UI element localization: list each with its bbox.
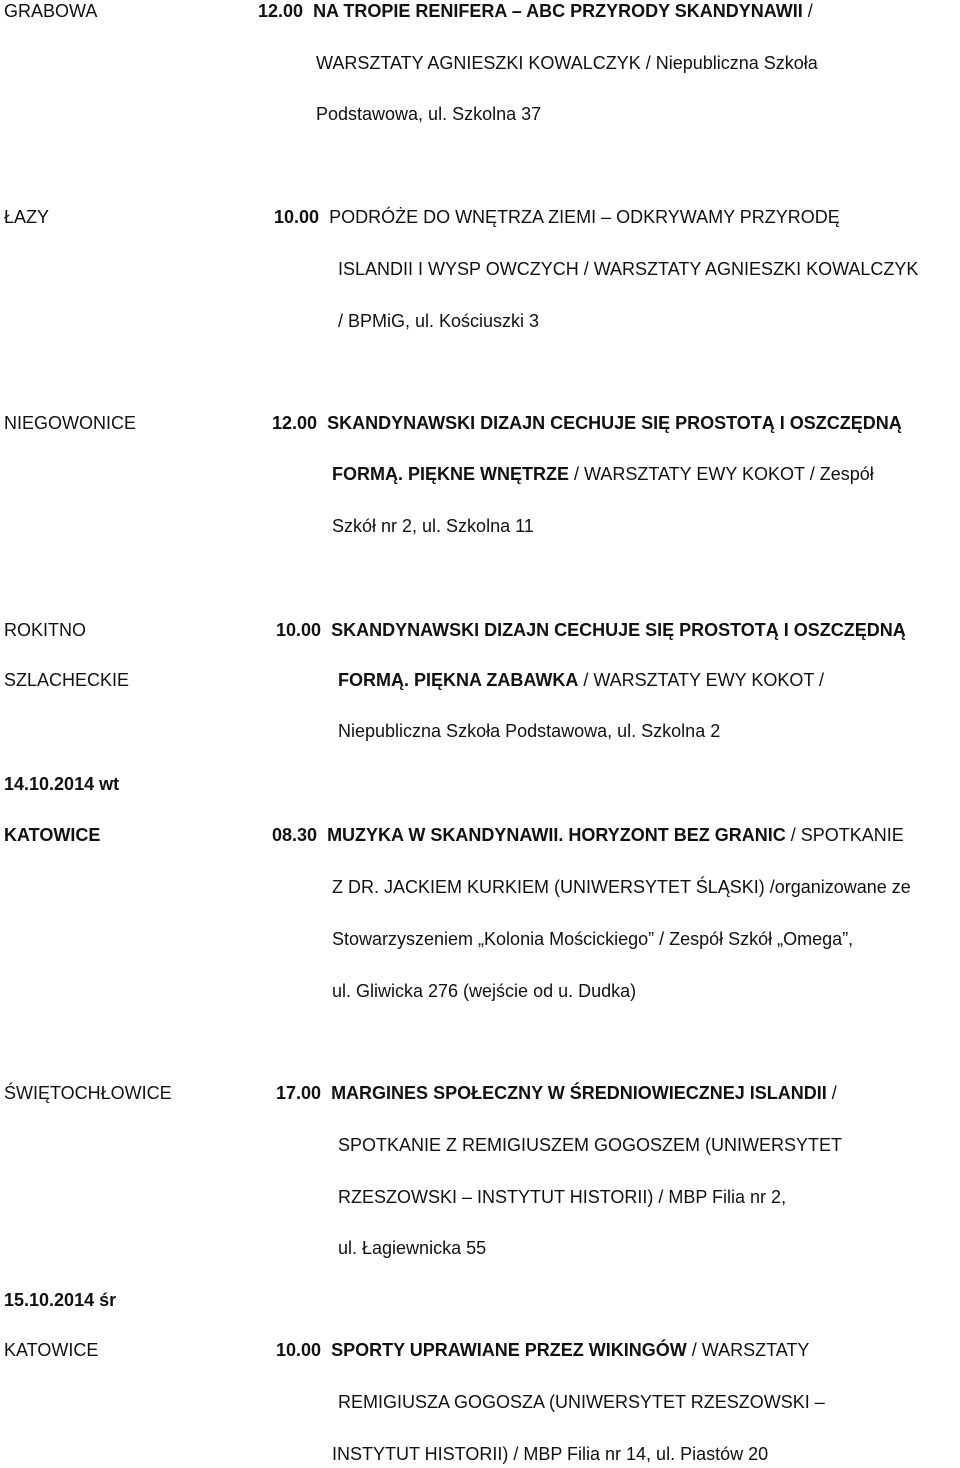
place-name: GRABOWA <box>4 1 98 21</box>
event-details: / WARSZTATY EWY KOKOT / Zespół <box>569 464 874 484</box>
event-line <box>338 669 824 691</box>
event-line <box>272 412 902 434</box>
event-address: ul. Gliwicka 276 (wejście od u. Dudka) <box>332 981 637 1001</box>
date-heading: 14.10.2014 wt <box>4 774 120 794</box>
event-line <box>338 258 918 280</box>
event-title: SKANDYNAWSKI DIZAJN CECHUJE SIĘ PROSTOTĄ I OSZCZĘDNĄ <box>331 620 906 640</box>
event-line <box>276 619 906 641</box>
place-name: KATOWICE <box>4 1340 99 1360</box>
event-title: MARGINES SPOŁECZNY W ŚREDNIOWIECZNEJ ISLANDII <box>331 1083 827 1103</box>
event-title: FORMĄ. PIĘKNE WNĘTRZE <box>332 464 569 484</box>
event-line <box>332 463 874 485</box>
event-time: 10.00 <box>276 620 322 640</box>
place-name: NIEGOWONICE <box>4 413 137 433</box>
event-line <box>276 1082 837 1104</box>
event-line <box>272 824 904 846</box>
event-time: 10.00 <box>276 1340 322 1360</box>
event-time: 12.00 <box>272 413 318 433</box>
event-time: 10.00 <box>274 207 320 227</box>
event-time: 12.00 <box>258 1 304 21</box>
event-address: Szkół nr 2, ul. Szkolna 11 <box>332 516 534 536</box>
event-title: ISLANDII I WYSP OWCZYCH <box>338 259 579 279</box>
event-title: FORMĄ. PIĘKNA ZABAWKA <box>338 670 579 690</box>
event-address: ul. Łagiewnicka 55 <box>338 1238 487 1258</box>
event-details: / WARSZTATY AGNIESZKI KOWALCZYK <box>578 259 919 279</box>
event-address: Podstawowa, ul. Szkolna 37 <box>316 104 542 124</box>
date-heading: 15.10.2014 śr <box>4 1290 117 1310</box>
event-details: / <box>802 1 813 21</box>
event-details: / WARSZTATY <box>686 1340 810 1360</box>
event-address: Niepubliczna Szkoła Podstawowa, ul. Szkolna 2 <box>338 721 721 741</box>
event-line <box>274 206 840 228</box>
event-details: SPOTKANIE Z REMIGIUSZEM GOGOSZEM (UNIWERSYTET <box>338 1135 843 1155</box>
event-details: REMIGIUSZA GOGOSZA (UNIWERSYTET RZESZOWSKI – <box>338 1392 825 1412</box>
place-name: KATOWICE <box>4 825 101 845</box>
event-details: Stowarzyszeniem „Kolonia Mościckiego” / Zespół Szkół „Omega”, <box>332 929 854 949</box>
place-name: ŁAZY <box>4 207 50 227</box>
event-details: Z DR. JACKIEM KURKIEM (UNIWERSYTET ŚLĄSKI) /organizowane ze <box>332 877 911 897</box>
event-address: INSTYTUT HISTORII) / MBP Filia nr 14, ul. Piastów 20 <box>332 1444 769 1464</box>
event-details: / WARSZTATY EWY KOKOT / <box>578 670 825 690</box>
event-details: / SPOTKANIE <box>785 825 904 845</box>
event-title: MUZYKA W SKANDYNAWII. HORYZONT BEZ GRANIC <box>327 825 786 845</box>
event-line <box>258 0 813 22</box>
event-title: SKANDYNAWSKI DIZAJN CECHUJE SIĘ PROSTOTĄ I OSZCZĘDNĄ <box>327 413 902 433</box>
event-time: 17.00 <box>276 1083 322 1103</box>
event-time: 08.30 <box>272 825 318 845</box>
event-line <box>276 1339 809 1361</box>
event-address: / BPMiG, ul. Kościuszki 3 <box>338 311 540 331</box>
event-details: / <box>826 1083 837 1103</box>
place-name: SZLACHECKIE <box>4 670 130 690</box>
event-details: RZESZOWSKI – INSTYTUT HISTORII) / MBP Filia nr 2, <box>338 1187 787 1207</box>
place-name: ŚWIĘTOCHŁOWICE <box>4 1083 172 1103</box>
event-title: NA TROPIE RENIFERA – ABC PRZYRODY SKANDYNAWII <box>313 1 803 21</box>
place-name: ROKITNO <box>4 620 87 640</box>
event-title: PODRÓŻE DO WNĘTRZA ZIEMI – ODKRYWAMY PRZYRODĘ <box>329 207 840 227</box>
event-details: WARSZTATY AGNIESZKI KOWALCZYK / Niepubliczna Szkoła <box>316 53 818 73</box>
event-title: SPORTY UPRAWIANE PRZEZ WIKINGÓW <box>331 1340 687 1360</box>
